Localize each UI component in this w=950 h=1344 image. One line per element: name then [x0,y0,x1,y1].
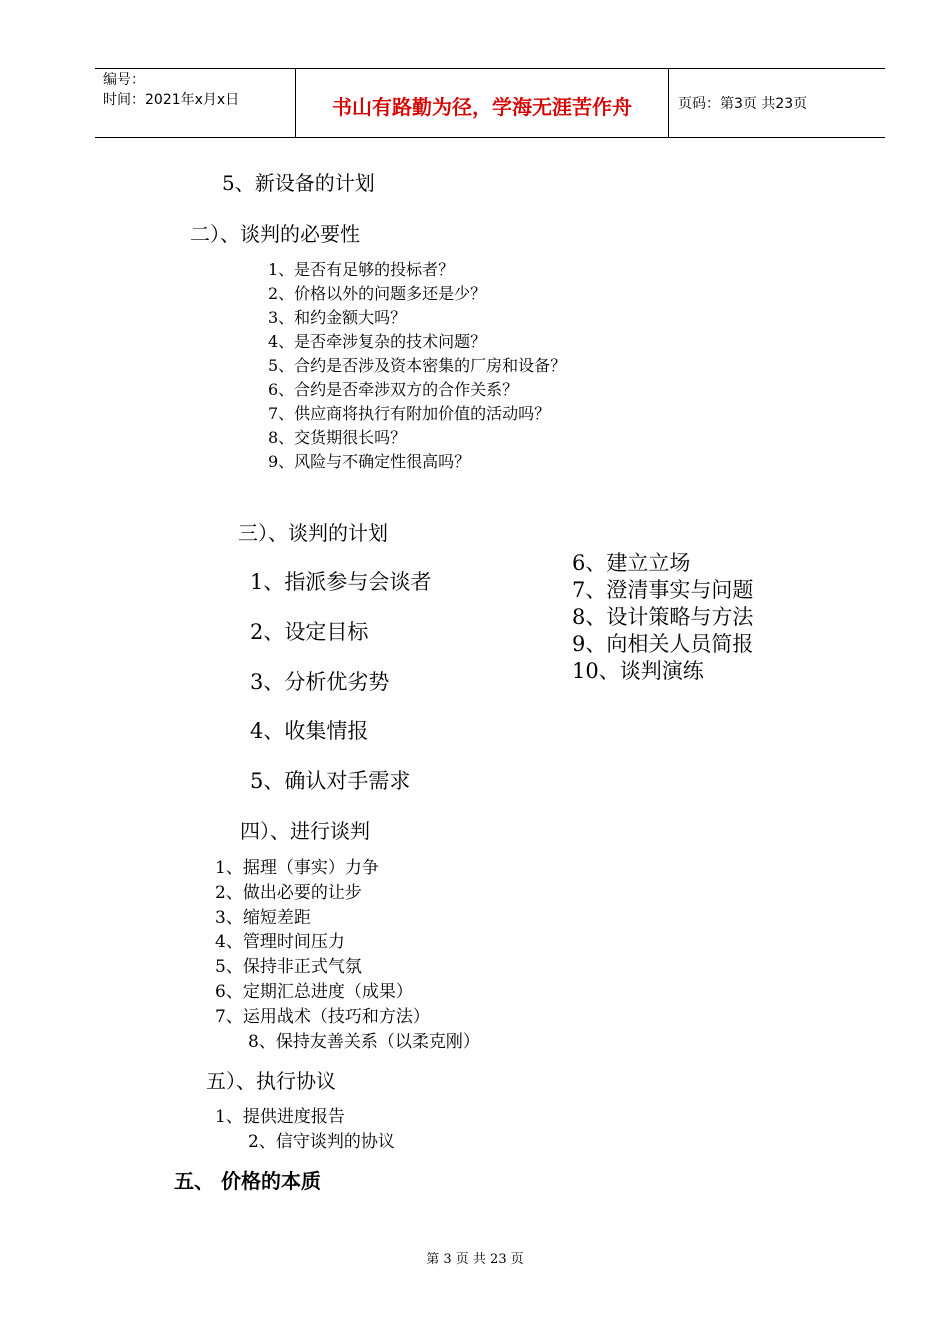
section4-heading: 四）、进行谈判 [240,819,370,843]
list-item: 9、风险与不确定性很高吗？ [268,452,471,471]
list-item: 1、据理（事实）力争 [215,858,379,878]
page-footer: 第 3 页 共 23 页 [426,1252,524,1267]
time-label: 时间：2021年x月x日 [103,92,240,108]
header-middle-cell [295,69,669,137]
list-item: 2、价格以外的问题多还是少？ [268,284,487,303]
list-item: 3、和约金额大吗？ [268,308,407,327]
section5-item: 1、提供进度报告 [215,1107,345,1127]
list-item: 3、缩短差距 [215,907,311,928]
list-item: 1、是否有足够的投标者？ [268,260,455,279]
list-item: 7、澄清事实与问题 [572,578,754,602]
item-new-equipment: 5、新设备的计划 [222,171,375,195]
list-item: 10、谈判演练 [572,659,704,683]
list-item: 4、管理时间压力 [215,932,345,953]
page-label: 页码：第3页 共23页 [678,96,808,112]
header-right-cell [668,69,885,137]
section3-left-item: 3、分析优劣势 [250,670,390,694]
list-item: 6、定期汇总进度（成果） [215,981,413,1002]
section3-left-item: 1、指派参与会谈者 [250,570,432,594]
list-item: 6、合约是否牵涉双方的合作关系？ [268,380,519,399]
header-left-cell [95,69,295,137]
section3-left-item: 5、确认对手需求 [250,769,411,793]
list-item: 6、建立立场 [572,551,691,575]
list-item: 8、交货期很长吗？ [268,428,407,447]
section4-last-item: 8、保持友善关系（以柔克刚） [248,1032,480,1052]
list-item: 8、设计策略与方法 [572,605,754,629]
section3-left-item: 4、收集情报 [250,719,369,743]
section2-heading: 二）、谈判的必要性 [190,222,360,246]
list-item: 7、供应商将执行有附加价值的活动吗？ [268,404,551,423]
section3-right-list [572,550,753,685]
section5-heading: 五）、执行协议 [206,1069,336,1093]
list-item: 4、是否牵涉复杂的技术问题？ [268,332,487,351]
section2-list [268,258,566,474]
motto-text: 书山有路勤为径，学海无涯苦作舟 [332,95,632,119]
list-item: 9、向相关人员简报 [572,632,754,656]
section3-heading: 三）、谈判的计划 [238,521,388,545]
section5-item: 2、信守谈判的协议 [248,1132,395,1152]
chapter-heading: 五、 价格的本质 [174,1169,321,1193]
list-item: 5、合约是否涉及资本密集的厂房和设备？ [268,356,567,375]
list-item: 2、做出必要的让步 [215,882,362,903]
section4-list [215,856,430,1030]
section3-left-item: 2、设定目标 [250,620,369,644]
code-label: 编号： [103,72,145,88]
list-item: 7、运用战术（技巧和方法） [215,1006,430,1027]
page-header [95,68,885,138]
list-item: 5、保持非正式气氛 [215,957,362,978]
